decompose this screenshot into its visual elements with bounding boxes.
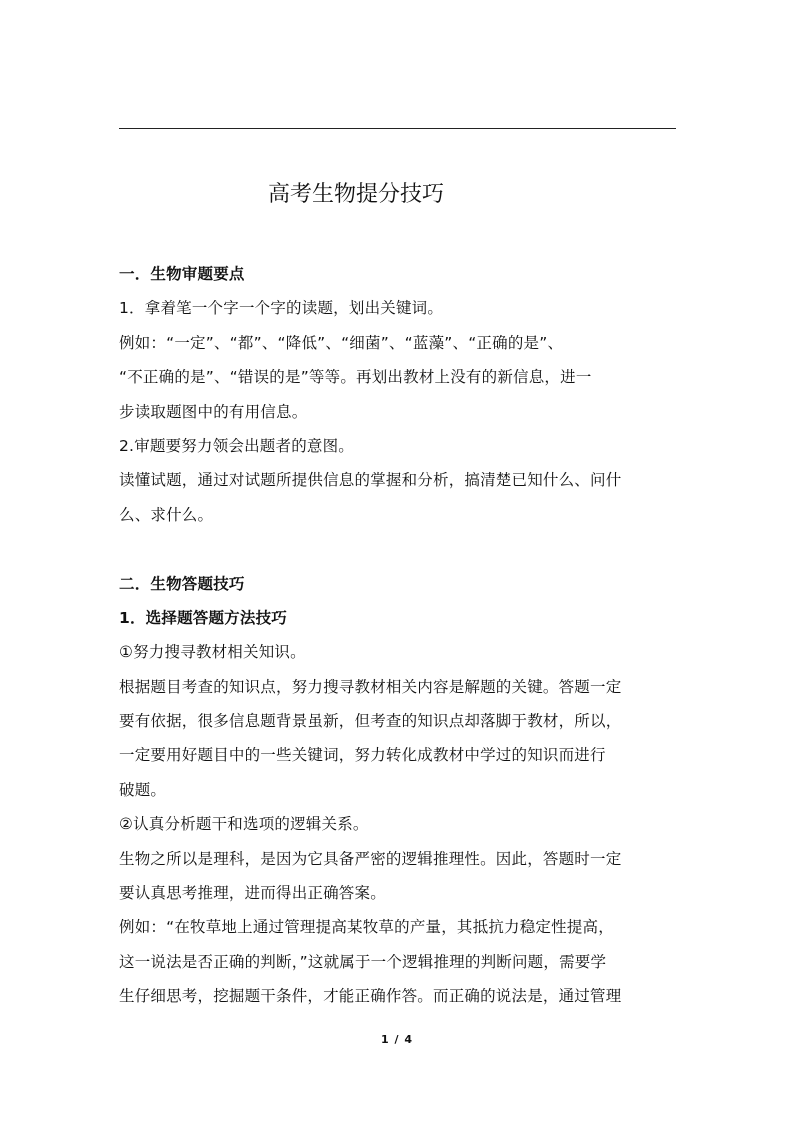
page-indicator: 1 / 4 — [381, 1033, 413, 1046]
paragraph-line: ②认真分析题干和选项的逻辑关系。 — [119, 815, 369, 834]
header-rule — [119, 128, 676, 129]
section-heading: 一．生物审题要点 — [119, 265, 245, 283]
paragraph-line: 要有依据，很多信息题背景虽新，但考查的知识点却落脚于教材，所以， — [119, 712, 622, 731]
subsection-heading: 1．选择题答题方法技巧 — [119, 608, 287, 627]
paragraph-line: 读懂试题，通过对试题所提供信息的掌握和分析，搞清楚已知什么、问什 — [119, 471, 622, 490]
paragraph-line: 例如：“一定”、“都”、“降低”、“细菌”、“蓝藻”、“正确的是”、 — [119, 333, 564, 352]
document-body — [119, 257, 681, 1014]
section-heading: 二．生物答题技巧 — [119, 574, 245, 593]
paragraph-line: 要认真思考推理，进而得出正确答案。 — [119, 884, 386, 903]
paragraph-line: 根据题目考查的知识点，努力搜寻教材相关内容是解题的关键。答题一定 — [119, 677, 622, 696]
paragraph-line: 一定要用好题目中的一些关键词，努力转化成教材中学过的知识而进行 — [119, 746, 606, 765]
paragraph-line: 生物之所以是理科，是因为它具备严密的逻辑推理性。因此，答题时一定 — [119, 849, 622, 868]
paragraph-line: 这一说法是否正确的判断，”这就属于一个逻辑推理的判断问题，需要学 — [119, 952, 607, 971]
paragraph-line: ①努力搜寻教材相关知识。 — [119, 643, 306, 662]
paragraph-line: “不正确的是”、“错误的是”等等。再划出教材上没有的新信息，进一 — [119, 368, 592, 387]
section-spacer — [119, 532, 681, 566]
paragraph-line: 步读取题图中的有用信息。 — [119, 402, 308, 421]
paragraph-line: 么、求什么。 — [119, 505, 214, 524]
paragraph-line: 2.审题要努力领会出题者的意图。 — [119, 436, 354, 455]
document-title: 高考生物提分技巧 — [268, 182, 445, 207]
paragraph-line: 1．拿着笔一个字一个字的读题，划出关键词。 — [119, 299, 444, 318]
paragraph-line: 生仔细思考，挖掘题干条件，才能正确作答。而正确的说法是，通过管理 — [119, 987, 622, 1006]
paragraph-line: 破题。 — [119, 780, 167, 799]
paragraph-line: 例如：“在牧草地上通过管理提高某牧草的产量，其抵抗力稳定性提高， — [119, 918, 614, 937]
